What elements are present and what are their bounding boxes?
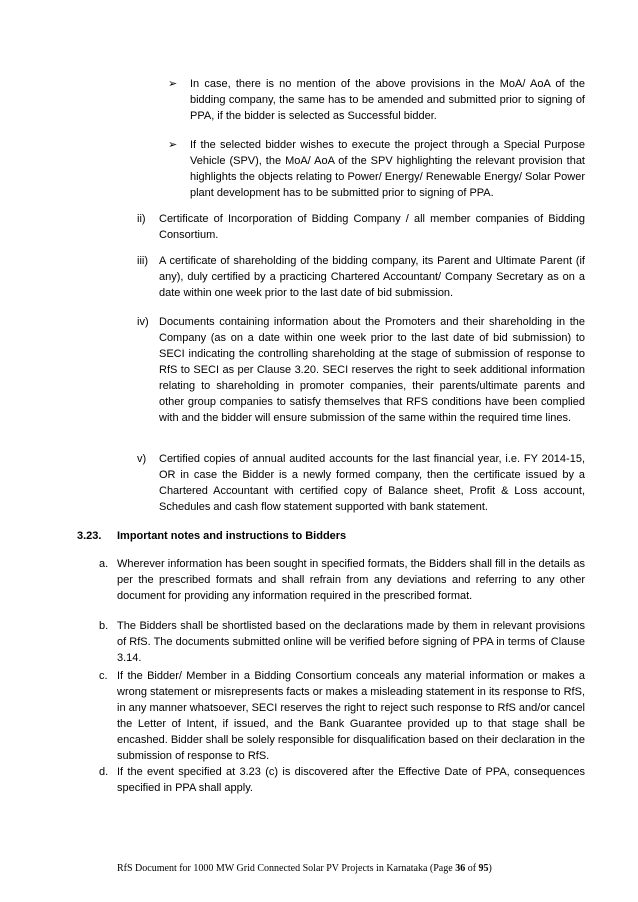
bullet-text: In case, there is no mention of the above provisions in the MoA/ AoA of the bidding company, the same has to be amended and submitted prior to signing of PPA, if the bidder is selected as Successful bidder. (190, 78, 585, 122)
section-title: Important notes and instructions to Bidders (117, 530, 347, 542)
item-letter: c. (99, 670, 108, 682)
list-item-text: If the Bidder/ Member in a Bidding Consortium conceals any material information or makes a wrong statement or misrepresents facts or makes a misleading statement in its response to RfS, in any manner whatsoever, SECI reserves the right to reject such response to RfS and/or cancel the Letter of Intent, if issued, and the Bank Guarantee provided up to that stage shall be encashed. Bidder shall be solely responsible for disqualification based on their declaration in the submission of response to RfS. (117, 670, 585, 762)
section-number: 3.23. (77, 530, 102, 542)
item-number: ii) (137, 213, 146, 225)
page-footer (117, 862, 492, 876)
bullet-arrow-icon: ➢ (168, 139, 178, 151)
footer-of: of (465, 863, 479, 874)
item-number: v) (137, 453, 147, 465)
item-number: iv) (137, 316, 149, 328)
footer-prefix: RfS Document for 1000 MW Grid Connected Solar PV Projects in Karnataka (Page (117, 863, 456, 874)
list-item-text: A certificate of shareholding of the bidding company, its Parent and Ultimate Parent (if any), duly certified by a practicing Chartered Accountant/ Company Secretary as on a date within one week prior to the last date of bid submission. (159, 255, 585, 299)
list-item-text: If the event specified at 3.23 (c) is discovered after the Effective Date of PPA, consequences specified in PPA shall apply. (117, 766, 585, 794)
bullet-text: If the selected bidder wishes to execute the project through a Special Purpose Vehicle (SPV), the MoA/ AoA of the SPV highlighting the relevant provision that highlights the objects relating to Power/ Energy/ Renewable Energy/ Solar Power plant development has to be submitted prior to signing of PPA. (190, 139, 585, 199)
list-item-text: Certificate of Incorporation of Bidding Company / all member companies of Bidding Consortium. (159, 213, 585, 241)
list-item-text: Certified copies of annual audited accounts for the last financial year, i.e. FY 2014-15, OR in case the Bidder is a newly formed company, then the certificate issued by a Chartered Accountant with certified copy of Balance sheet, Profit & Loss account, Schedules and cash flow statement supported with bank statement. (159, 453, 585, 513)
list-item-text: Wherever information has been sought in specified formats, the Bidders shall fill in the details as per the prescribed formats and shall refrain from any deviations and referring to any other document for providing any information required in the prescribed format. (117, 558, 585, 602)
footer-suffix: ) (488, 863, 492, 874)
list-item-text: The Bidders shall be shortlisted based on the declarations made by them in relevant provisions of RfS. The documents submitted online will be verified before signing of PPA in terms of Clause 3.14. (117, 620, 585, 664)
list-item-text: Documents containing information about the Promoters and their shareholding in the Company (as on a date within one week prior to the last date of bid submission) to SECI indicating the controlling shareholding at the stage of submission of response to RfS to SECI as per Clause 3.20. SECI reserves the right to seek additional information relating to shareholding in promoter companies, their parents/ultimate parents and other group companies to satisfy themselves that RFS conditions have been complied with and the bidder will ensure submission of the same within the required time lines. (159, 316, 585, 424)
item-letter: b. (99, 620, 109, 632)
item-letter: d. (99, 766, 109, 778)
item-number: iii) (137, 255, 148, 267)
footer-total-pages: 95 (478, 863, 489, 874)
bullet-arrow-icon: ➢ (168, 78, 178, 90)
footer-page-number: 36 (455, 863, 466, 874)
item-letter: a. (99, 558, 109, 570)
